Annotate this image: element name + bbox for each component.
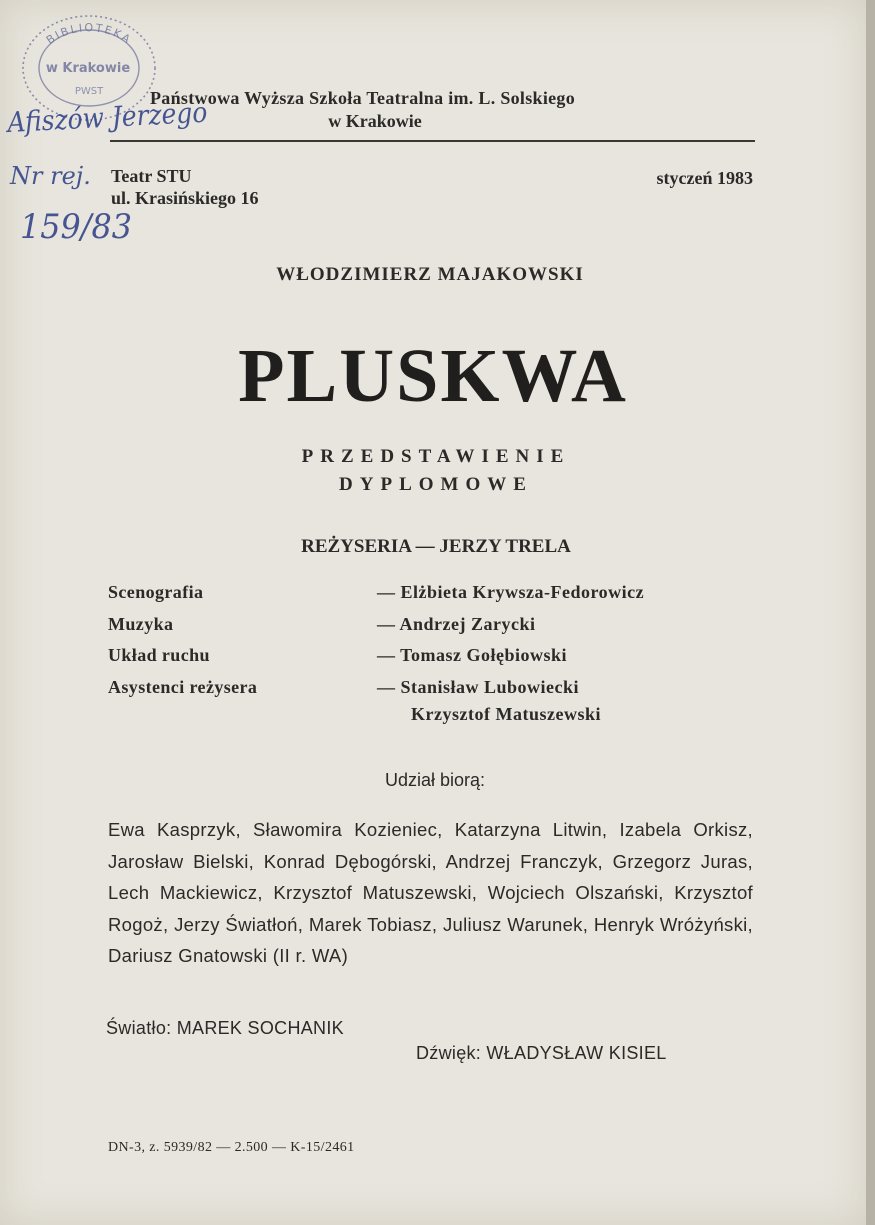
play-title: PLUSKWA <box>238 334 628 418</box>
page-edge <box>866 0 875 1225</box>
director-credit: REŻYSERIA — JERZY TRELA <box>301 536 571 557</box>
svg-text:BIBLIOTEKA <box>44 21 134 47</box>
school-name: Państwowa Wyższa Szkoła Teatralna im. L. Solskiego <box>150 88 576 108</box>
handwritten-collection: Afiszów Jerzego <box>6 94 233 139</box>
credit-name-secondary: Krzysztof Matuszewski <box>411 704 601 724</box>
header-rule <box>110 140 755 142</box>
handwritten-registry-number: 159/83 <box>20 207 132 247</box>
subtitle-line-2: DYPLOMOWE <box>339 474 533 495</box>
credit-role: Scenografia <box>108 582 204 602</box>
credit-role: Układ ruchu <box>108 645 210 665</box>
lighting-credit: Światło: MAREK SOCHANIK <box>106 1018 344 1038</box>
subtitle-line-1: PRZEDSTAWIENIE <box>301 446 571 467</box>
handwritten-registry-label: Nr rej. <box>10 162 91 190</box>
cast-list: Ewa Kasprzyk, Sławomira Kozieniec, Katarzyna Litwin, Izabela Orkisz, Jarosław Bielski, Konrad Dębogórski, Andrzej Franczyk, Grzegorz Juras, Lech Mackiewicz, Krzysztof Matuszewski, Wojciech Olszański, Krzysztof Rogoż, Jerzy Światłoń, Marek Tobiasz, Juliusz Warunek, Henryk Wróżyński, Dariusz Gnatowski (II r. WA) <box>108 819 753 967</box>
school-city: w Krakowie <box>328 111 422 131</box>
credit-name: — Stanisław Lubowiecki <box>377 677 580 697</box>
credit-role: Muzyka <box>108 614 174 634</box>
credit-name: — Andrzej Zarycki <box>377 614 536 634</box>
play-author: WŁODZIMIERZ MAJAKOWSKI <box>276 264 584 285</box>
stamp-bottom-text: PWST <box>74 86 104 97</box>
theatre-name: Teatr STU <box>111 166 192 186</box>
credit-name: — Elżbieta Krywsza-Fedorowicz <box>377 582 645 602</box>
premiere-date: styczeń 1983 <box>656 168 753 188</box>
credit-role: Asystenci reżysera <box>108 677 258 697</box>
credit-name: — Tomasz Gołębiowski <box>377 645 568 665</box>
stamp-arc-text: BIBLIOTEKA <box>43 21 135 47</box>
stamp-center-text: w Krakowie <box>45 61 131 76</box>
theatre-address: ul. Krasińskiego 16 <box>111 188 259 208</box>
print-imprint: DN-3, z. 5939/82 — 2.500 — K-15/2461 <box>108 1140 355 1155</box>
cast-heading: Udział biorą: <box>384 770 486 790</box>
sound-credit: Dźwięk: WŁADYSŁAW KISIEL <box>416 1043 667 1063</box>
